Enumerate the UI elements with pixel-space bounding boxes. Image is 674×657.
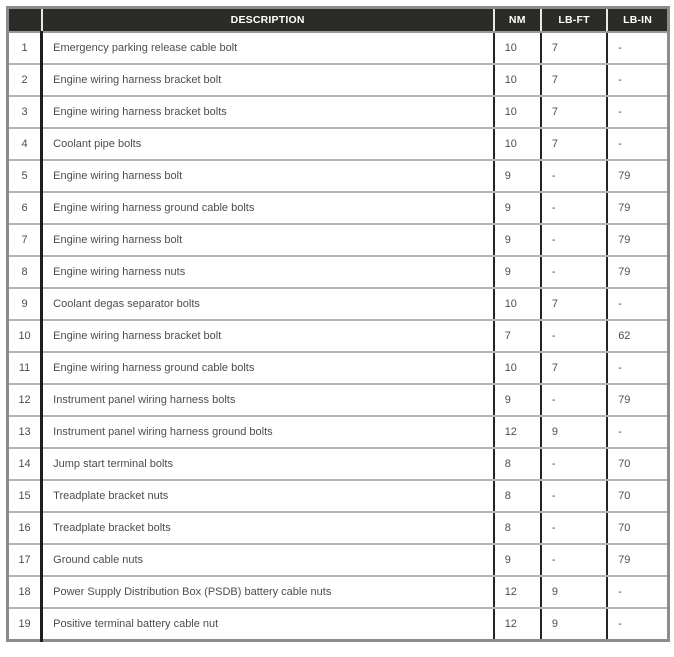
cell-nm: 12: [494, 576, 541, 608]
cell-lbin: -: [607, 32, 668, 64]
cell-lbft: -: [541, 480, 607, 512]
cell-nm: 9: [494, 256, 541, 288]
cell-lbin: 79: [607, 256, 668, 288]
cell-description: Power Supply Distribution Box (PSDB) battery cable nuts: [42, 576, 494, 608]
column-header-description: DESCRIPTION: [42, 8, 494, 33]
cell-num: 13: [8, 416, 42, 448]
cell-num: 4: [8, 128, 42, 160]
table-row: [8, 512, 669, 544]
table-row: [8, 608, 669, 641]
table-body: [8, 32, 669, 641]
cell-description: Emergency parking release cable bolt: [42, 32, 494, 64]
table-row: [8, 480, 669, 512]
cell-num: 18: [8, 576, 42, 608]
table-header-row: [8, 8, 669, 33]
cell-lbft: 7: [541, 128, 607, 160]
table-row: [8, 192, 669, 224]
table-row: [8, 64, 669, 96]
cell-nm: 9: [494, 224, 541, 256]
cell-description: Instrument panel wiring harness ground bolts: [42, 416, 494, 448]
table-row: [8, 384, 669, 416]
cell-nm: 9: [494, 192, 541, 224]
cell-lbft: 7: [541, 288, 607, 320]
cell-num: 15: [8, 480, 42, 512]
cell-lbin: -: [607, 352, 668, 384]
cell-nm: 10: [494, 128, 541, 160]
cell-description: Engine wiring harness bracket bolt: [42, 64, 494, 96]
cell-nm: 8: [494, 448, 541, 480]
cell-description: Coolant degas separator bolts: [42, 288, 494, 320]
cell-num: 19: [8, 608, 42, 641]
cell-num: 16: [8, 512, 42, 544]
table-row: [8, 128, 669, 160]
cell-lbft: -: [541, 512, 607, 544]
cell-lbft: -: [541, 192, 607, 224]
table-row: [8, 320, 669, 352]
cell-nm: 9: [494, 544, 541, 576]
cell-num: 5: [8, 160, 42, 192]
cell-description: Ground cable nuts: [42, 544, 494, 576]
cell-lbin: -: [607, 416, 668, 448]
cell-lbft: -: [541, 256, 607, 288]
table-row: [8, 96, 669, 128]
table-row: [8, 256, 669, 288]
cell-lbft: -: [541, 448, 607, 480]
cell-lbft: 7: [541, 32, 607, 64]
cell-lbin: 62: [607, 320, 668, 352]
cell-nm: 8: [494, 480, 541, 512]
cell-nm: 12: [494, 416, 541, 448]
table-row: [8, 288, 669, 320]
column-header-lbft: LB-FT: [541, 8, 607, 33]
cell-lbin: -: [607, 128, 668, 160]
cell-description: Instrument panel wiring harness bolts: [42, 384, 494, 416]
cell-description: Treadplate bracket nuts: [42, 480, 494, 512]
table-row: [8, 416, 669, 448]
cell-lbft: -: [541, 384, 607, 416]
cell-description: Engine wiring harness bracket bolts: [42, 96, 494, 128]
table-row: [8, 224, 669, 256]
cell-description: Engine wiring harness ground cable bolts: [42, 192, 494, 224]
cell-nm: 9: [494, 384, 541, 416]
cell-lbin: -: [607, 608, 668, 641]
cell-description: Coolant pipe bolts: [42, 128, 494, 160]
cell-description: Engine wiring harness ground cable bolts: [42, 352, 494, 384]
cell-lbin: 79: [607, 384, 668, 416]
cell-description: Jump start terminal bolts: [42, 448, 494, 480]
cell-nm: 7: [494, 320, 541, 352]
cell-lbft: -: [541, 320, 607, 352]
cell-lbin: -: [607, 576, 668, 608]
cell-nm: 10: [494, 96, 541, 128]
cell-num: 9: [8, 288, 42, 320]
cell-nm: 10: [494, 32, 541, 64]
cell-nm: 10: [494, 288, 541, 320]
cell-num: 1: [8, 32, 42, 64]
column-header-lbin: LB-IN: [607, 8, 668, 33]
cell-lbin: 79: [607, 544, 668, 576]
cell-nm: 8: [494, 512, 541, 544]
cell-nm: 10: [494, 64, 541, 96]
cell-description: Engine wiring harness nuts: [42, 256, 494, 288]
cell-lbft: 7: [541, 64, 607, 96]
cell-nm: 12: [494, 608, 541, 641]
cell-num: 14: [8, 448, 42, 480]
cell-num: 17: [8, 544, 42, 576]
cell-description: Engine wiring harness bolt: [42, 160, 494, 192]
cell-description: Engine wiring harness bolt: [42, 224, 494, 256]
column-header-nm: NM: [494, 8, 541, 33]
table-row: [8, 352, 669, 384]
cell-num: 7: [8, 224, 42, 256]
cell-lbft: 7: [541, 352, 607, 384]
cell-lbin: -: [607, 64, 668, 96]
cell-lbin: 79: [607, 224, 668, 256]
cell-lbft: 7: [541, 96, 607, 128]
table-header: [8, 8, 669, 33]
cell-lbin: 70: [607, 480, 668, 512]
cell-description: Treadplate bracket bolts: [42, 512, 494, 544]
cell-num: 10: [8, 320, 42, 352]
cell-lbin: -: [607, 288, 668, 320]
cell-num: 6: [8, 192, 42, 224]
cell-num: 8: [8, 256, 42, 288]
cell-description: Positive terminal battery cable nut: [42, 608, 494, 641]
cell-lbin: -: [607, 96, 668, 128]
table-row: [8, 32, 669, 64]
column-header-number: [8, 8, 42, 33]
cell-lbft: 9: [541, 576, 607, 608]
cell-lbin: 79: [607, 192, 668, 224]
table-row: [8, 448, 669, 480]
cell-lbft: -: [541, 224, 607, 256]
table-row: [8, 544, 669, 576]
cell-num: 3: [8, 96, 42, 128]
cell-description: Engine wiring harness bracket bolt: [42, 320, 494, 352]
cell-lbft: -: [541, 544, 607, 576]
table-row: [8, 576, 669, 608]
cell-num: 11: [8, 352, 42, 384]
cell-num: 12: [8, 384, 42, 416]
cell-lbin: 79: [607, 160, 668, 192]
cell-lbft: 9: [541, 608, 607, 641]
cell-lbft: -: [541, 160, 607, 192]
cell-lbin: 70: [607, 448, 668, 480]
table-row: [8, 160, 669, 192]
cell-nm: 10: [494, 352, 541, 384]
torque-spec-table: [6, 6, 670, 642]
cell-nm: 9: [494, 160, 541, 192]
cell-lbin: 70: [607, 512, 668, 544]
cell-num: 2: [8, 64, 42, 96]
cell-lbft: 9: [541, 416, 607, 448]
